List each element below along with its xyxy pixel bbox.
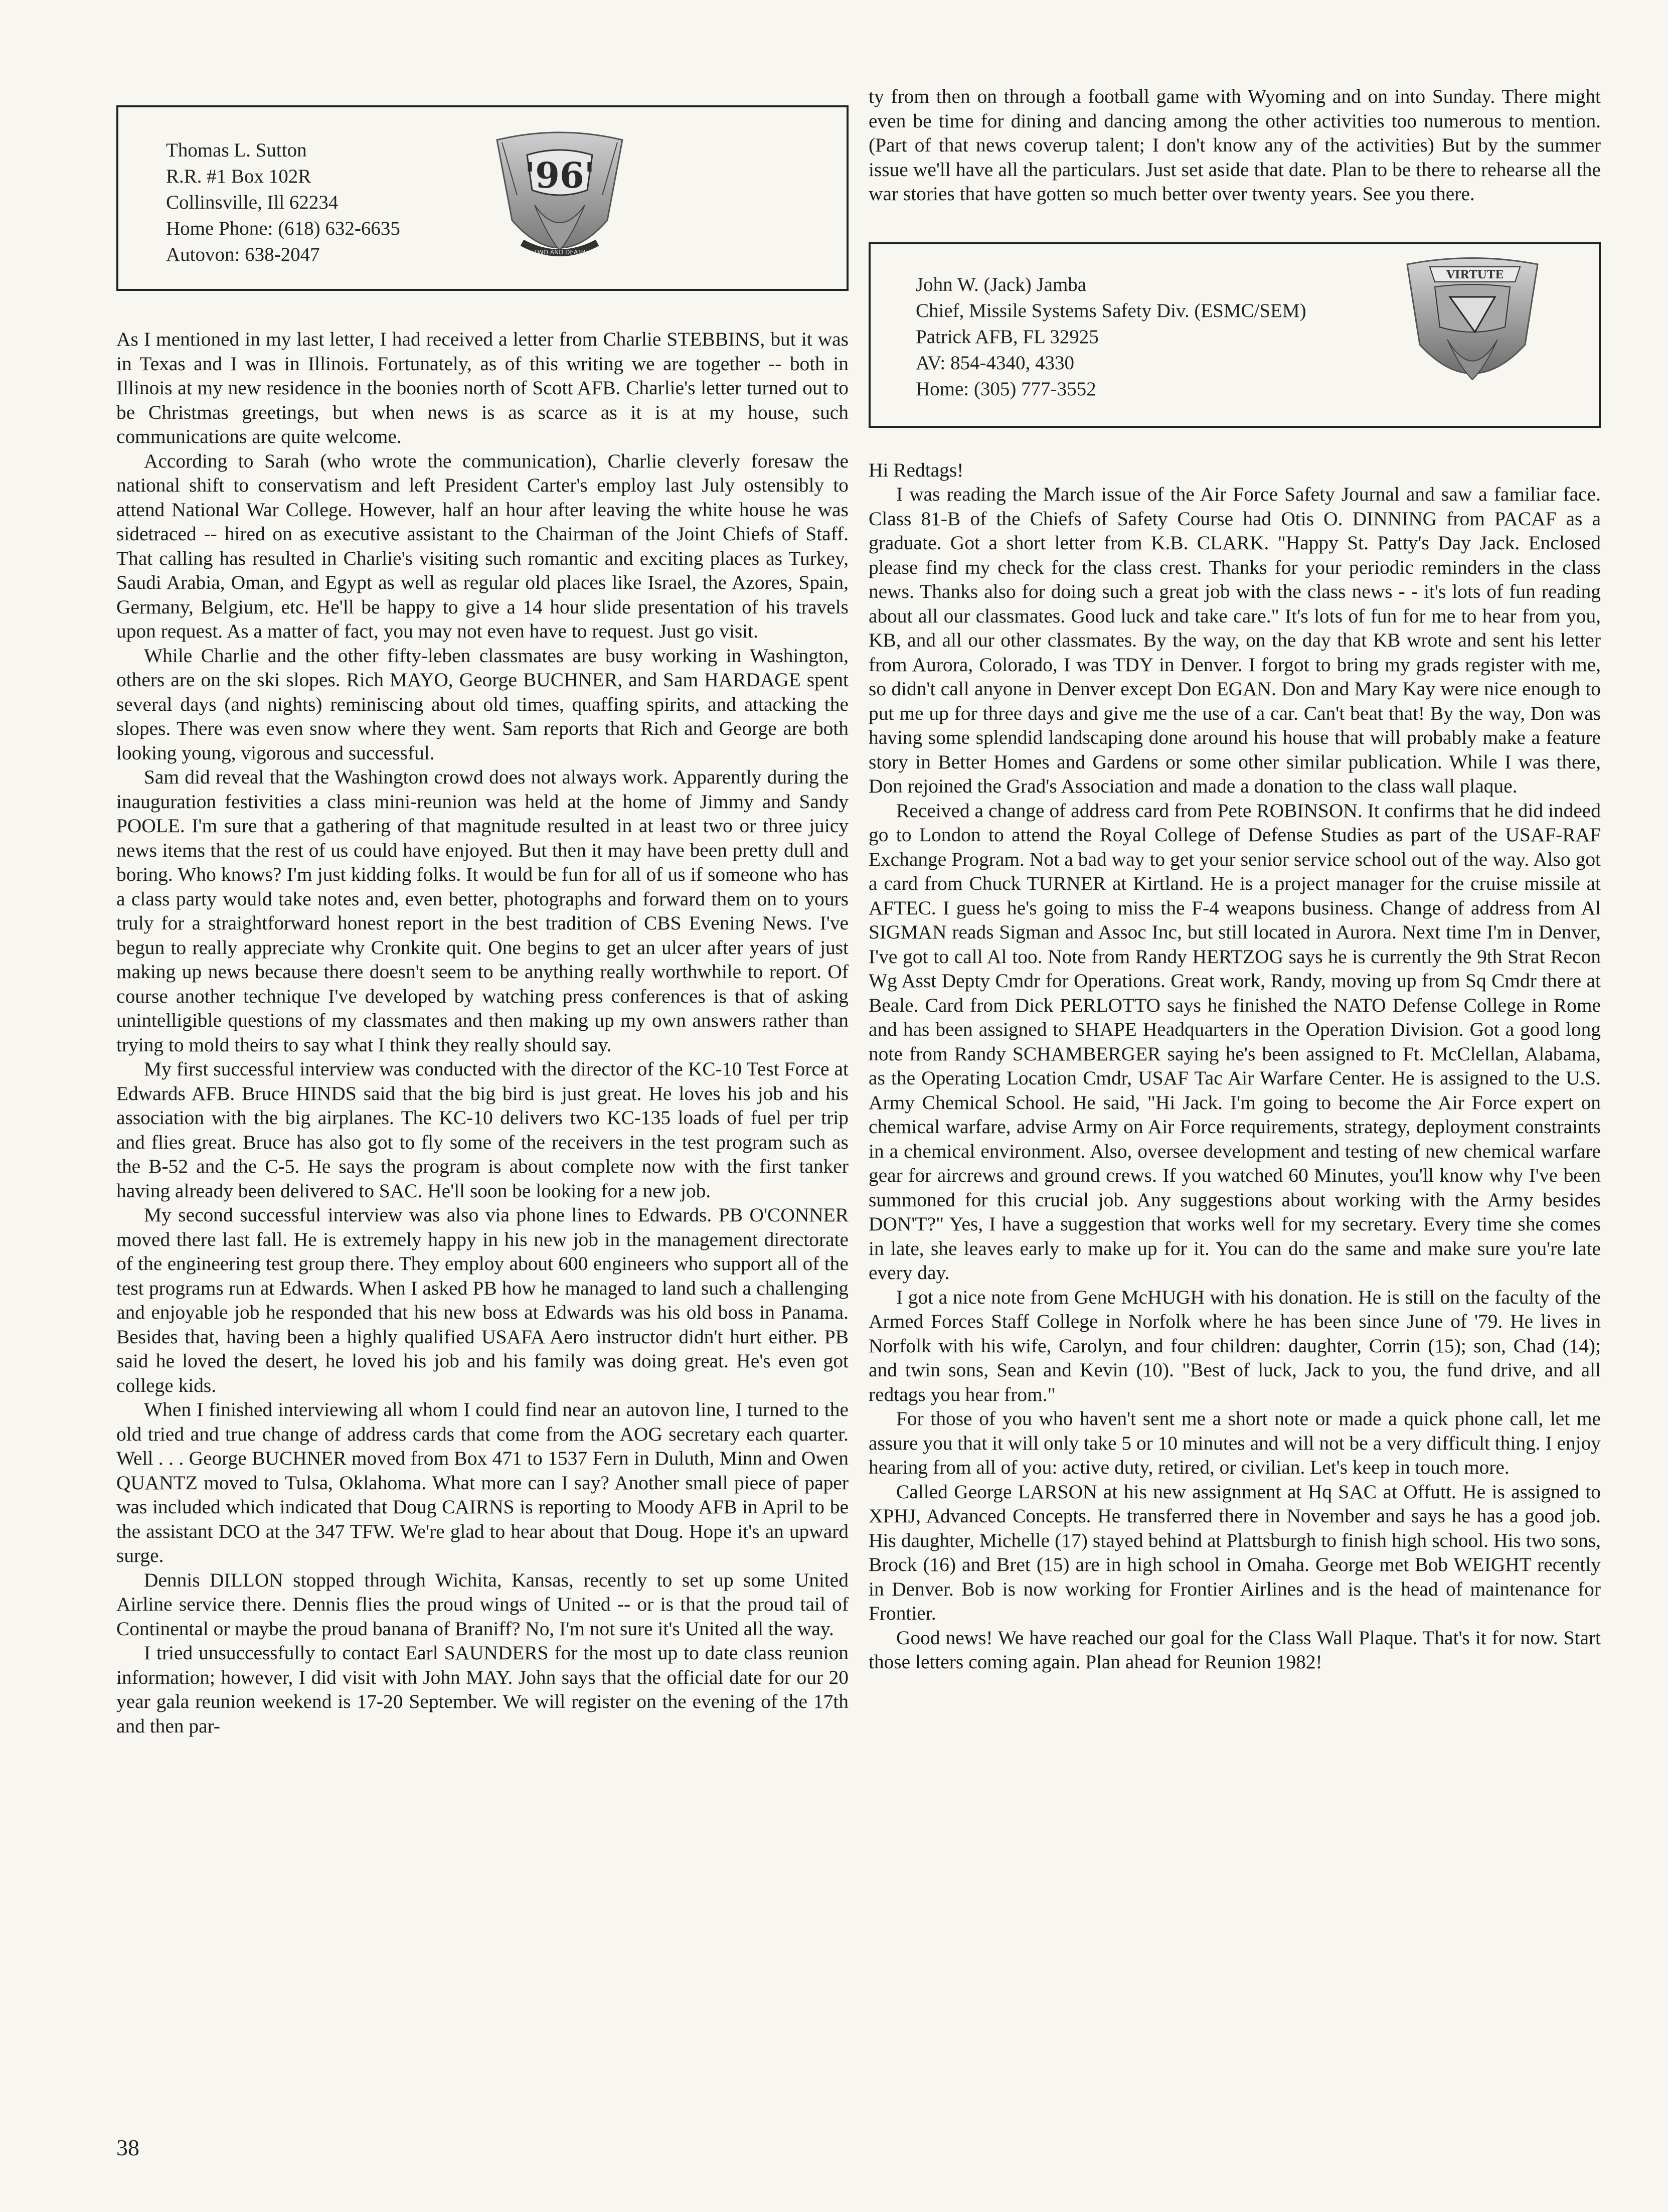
- article-paragraph: I got a nice note from Gene McHUGH with his donation. He is still on the faculty of the Armed Forces Staff College in Norfolk where he has been since June of '79. He lives in Norfolk with his wife, Carolyn, and four children: daughter, Corrin (15); son, Chad (14); and twin sons, Sean and Kevin (10). "Best of luck, Jack to you, the fund drive, and all redtags you hear from.": [869, 1286, 1601, 1405]
- article-paragraph: ty from then on through a football game with Wyoming and on into Sunday. There might even be time for dining and dancing among the other activities too numerous to mention. (Part of that news coverup talent; I don't know any of the activities) But by the summer issue we'll have all the particulars. Just set aside that date. Plan to be there to rehearse all the war stories that have gotten so much better over twenty years. See you there.: [869, 85, 1601, 205]
- jamba-contact-text: [916, 272, 1306, 402]
- sutton-contact-text: [166, 137, 400, 268]
- article-paragraph: Dennis DILLON stopped through Wichita, Kansas, recently to set up some United Airline service there. Dennis flies the proud wings of United -- or is that the proud tail of Continental or maybe the proud banana of Braniff? No, I'm not sure it's United all the way.: [116, 1568, 849, 1640]
- contact-line: R.R. #1 Box 102R: [166, 166, 311, 187]
- article-paragraph: Called George LARSON at his new assignment at Hq SAC at Offutt. He is assigned to XPHJ, Advanced Concepts. He transferred there in November and says he has a good job. His daughter, Michelle (17) stayed behind at Plattsburgh to finish high school. His two sons, Brock (16) and Bret (15) are in high school in Omaha. George met Bob WEIGHT recently in Denver. Bob is now working for Frontier Airlines and is the head of maintenance for Frontier.: [869, 1480, 1601, 1624]
- article-paragraph: While Charlie and the other fifty-leben classmates are busy working in Washington, others are on the ski slopes. Rich MAYO, George BUCHNER, and Sam HARDAGE spent several days (and nights) reminiscing about old times, quaffing spirits, and attacking the slopes. There was even snow where they went. Sam reports that Rich and George are both looking young, vigorous and successful.: [116, 644, 849, 764]
- article-paragraph: As I mentioned in my last letter, I had received a letter from Charlie STEBBINS, but it was in Texas and I was in Illinois. Fortunately, as of this writing we are together -- both in Illinois at my new residence in the boonies north of Scott AFB. Charlie's letter turned out to be Christmas greetings, but when news is as scarce as it is at my house, such communications are quite welcome.: [116, 328, 849, 447]
- contact-line: Autovon: 638-2047: [166, 244, 320, 265]
- class-crest-image: [1400, 252, 1545, 402]
- contact-line: Home Phone: (618) 632-6635: [166, 218, 400, 239]
- contact-line: Chief, Missile Systems Safety Div. (ESMC/SEM): [916, 299, 1306, 322]
- article-paragraph: Good news! We have reached our goal for the Class Wall Plaque. That's it for now. Start those letters coming again. Plan ahead for Reunion 1982!: [869, 1626, 1601, 1673]
- jamba-column-article: [869, 458, 1601, 1674]
- crest-motto: TWO AND DEATH: [534, 249, 586, 256]
- right-column: [869, 85, 1601, 1674]
- crest-banner-text: VIRTUTE: [1446, 268, 1504, 281]
- article-paragraph: I was reading the March issue of the Air Force Safety Journal and saw a familiar face. Class 81-B of the Chiefs of Safety Course had Otis O. DINNING from PACAF as a graduate. Got a short letter from K.B. CLARK. "Happy St. Patty's Day Jack. Enclosed please find my check for the class crest. Thanks for your periodic reminders in the class news. Thanks also for doing such a great job with the class news - - it's lots of fun reading about all our classmates. Good luck and take care." It's lots of fun for me to hear from you, KB, and all our other classmates. By the way, on the day that KB wrote and sent his letter from Aurora, Colorado, I was TDY in Denver. I forgot to bring my grads register with me, so didn't call anyone in Denver except Don EGAN. Don and Mary Kay were nice enough to put me up for three days and give me the use of a car. Can't beat that! By the way, Don was having some splendid landscaping done around his house that will probably make a feature story in Better Homes and Gardens or some other similar publication. While I was there, Don rejoined the Grad's Association and made a donation to the class wall plaque.: [869, 483, 1601, 797]
- contact-line: John W. (Jack) Jamba: [916, 273, 1087, 295]
- contact-line: Collinsville, Ill 62234: [166, 192, 339, 213]
- contact-line: Patrick AFB, FL 32925: [916, 326, 1099, 348]
- article-greeting: Hi Redtags!: [869, 458, 964, 481]
- contact-line: Thomas L. Sutton: [166, 139, 307, 161]
- jamba-contact-box: [869, 242, 1601, 428]
- article-paragraph: My second successful interview was also via phone lines to Edwards. PB O'CONNER moved there last fall. He is extremely happy in his new job in the management directorate of the engineering test group there. They employ about 600 engineers who support all of the test programs run at Edwards. When I asked PB how he managed to land such a challenging and enjoyable job he responded that his new boss at Edwards was his old boss in Panama. Besides that, having been a highly qualified USAFA Aero instructor didn't hurt either. PB said he loved the desert, he loved his job and his family was doing great. He's even got college kids.: [116, 1204, 849, 1396]
- article-paragraph: Received a change of address card from Pete ROBINSON. It confirms that he did indeed go to London to attend the Royal College of Defense Studies as part of the USAF-RAF Exchange Program. Not a bad way to get your senior service school out of the way. Also got a card from Chuck TURNER at Kirtland. He is a project manager for the cruise missile at AFTEC. I guess he's going to miss the F-4 weapons business. Change of address from Al SIGMAN reads Sigman and Assoc Inc, but still located in Aurora. Next time I'm in Denver, I've got to call Al too. Note from Randy HERTZOG says he is currently the 9th Strat Recon Wg Asst Depty Cmdr for Operations. Great work, Randy, moving up from Sq Cmdr there at Beale. Card from Dick PERLOTTO says he finished the NATO Defense College in Rome and has been assigned to SHAPE Headquarters in the Operation Division. Got a good long note from Randy SCHAMBERGER saying he's been assigned to Ft. McClellan, Alabama, as the Operating Location Cmdr, USAF Tac Air Warfare Center. He is assigned to the U.S. Army Chemical School. He said, "Hi Jack. I'm going to become the Air Force expert on chemical warfare, advise Army on Air Force requirements, strategy, deployment constraints in a chemical environment. Also, oversee development and testing of new chemical warfare gear for aircrews and ground crews. If you watched 60 Minutes, you'll know why I've been summoned for this crucial job. Any suggestions about working with the Army besides DON'T?" Yes, I have a suggestion that works well for my secretary. Every time she comes in late, she leaves early to make up for it. You can do the same and make sure you're late every day.: [869, 799, 1601, 1284]
- article-paragraph: Sam did reveal that the Washington crowd does not always work. Apparently during the inauguration festivities a class mini-reunion was held at the home of Jimmy and Sandy POOLE. I'm sure that a gathering of that magnitude resulted in at least two or three juicy news items that the rest of us could have enjoyed. But then it may have been pretty dull and boring. Who knows? I'm just kidding folks. It would be fun for all of us if someone who has a class party would take notes and, even better, photographs and forward them on to yours truly for a straightforward honest report in the best tradition of CBS Evening News. I've begun to really appreciate why Cronkite quit. One begins to get an ulcer after years of just making up news because there doesn't seem to be anything really worthwhile to report. Of course another technique I've developed by watching press conferences is that of asking unintelligible questions of my classmates and then making up my own answers rather than trying to mold theirs to say what I think they really should say.: [116, 766, 849, 1056]
- article-paragraph: My first successful interview was conducted with the director of the KC-10 Test Force at Edwards AFB. Bruce HINDS said that the big bird is just great. He loves his job and his association with the big airplanes. The KC-10 delivers two KC-135 loads of fuel per trip and flies great. Bruce has also got to fly some of the receivers in the test program such as the B-52 and the C-5. He says the program is about complete now with the first tanker having already been delivered to SAC. He'll soon be looking for a new job.: [116, 1058, 849, 1202]
- article-paragraph: I tried unsuccessfully to contact Earl SAUNDERS for the most up to date class reunion information; however, I did visit with John MAY. John says that the official date for our 20 year gala reunion weekend is 17-20 September. We will register on the evening of the 17th and then par-: [116, 1642, 849, 1737]
- sutton-column-article: [116, 327, 849, 1738]
- class-crest-image: [487, 125, 632, 275]
- sutton-contact-box: [116, 105, 849, 291]
- sutton-column-continuation: [869, 84, 1601, 206]
- left-column: [116, 90, 849, 1738]
- page-number: 38: [116, 2135, 139, 2160]
- contact-line: AV: 854-4340, 4330: [916, 352, 1074, 374]
- crest-numeral: '96': [524, 154, 595, 196]
- article-paragraph: According to Sarah (who wrote the communication), Charlie cleverly foresaw the national shift to conservatism and left President Carter's employ last July ostensibly to attend National War College. However, half an hour after leaving the white house he was sidetraced -- hired on as executive assistant to the Chairman of the Joint Chiefs of Staff. That calling has resulted in Charlie's visiting such romantic and exciting places as Turkey, Saudi Arabia, Oman, and Egypt as well as regular old places like Israel, the Azores, Spain, Germany, Belgium, etc. He'll be happy to give a 14 hour slide presentation of his travels upon request. As a matter of fact, you may not even have to request. Just go visit.: [116, 449, 849, 642]
- article-paragraph: For those of you who haven't sent me a short note or made a quick phone call, let me assure you that it will only take 5 or 10 minutes and will not be a very difficult thing. I enjoy hearing from all of you: active duty, retired, or civilian. Let's keep in touch more.: [869, 1407, 1601, 1478]
- article-paragraph: When I finished interviewing all whom I could find near an autovon line, I turned to the old tried and true change of address cards that come from the AOG secretary each quarter. Well . . . George BUCHNER moved from Box 471 to 1537 Fern in Duluth, Minn and Owen QUANTZ moved to Tulsa, Oklahoma. What more can I say? Another small piece of paper was included which indicated that Doug CAIRNS is reporting to Moody AFB in April to be the assistant DCO at the 347 TFW. We're glad to hear about that Doug. Hope it's an upward surge.: [116, 1398, 849, 1566]
- contact-line: Home: (305) 777-3552: [916, 378, 1096, 400]
